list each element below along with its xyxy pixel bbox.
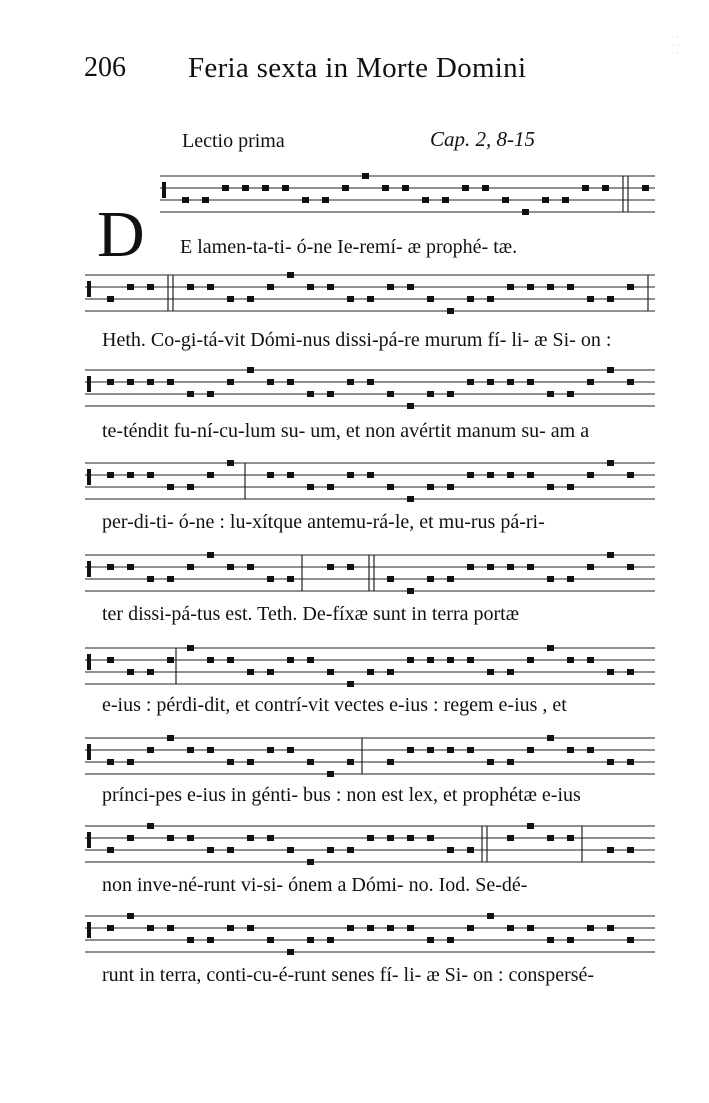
neume-note-icon [267, 835, 274, 841]
neume-note-icon [527, 925, 534, 931]
neume-note-icon [107, 472, 114, 478]
neume-note-icon [507, 835, 514, 841]
neume-note-icon [607, 460, 614, 466]
neume-note-icon [462, 185, 469, 191]
neume-note-icon [627, 759, 634, 765]
neume-note-icon [327, 771, 334, 777]
neume-note-icon [427, 835, 434, 841]
drop-cap-initial: D [97, 198, 145, 271]
neume-note-icon [607, 296, 614, 302]
chant-staff [0, 908, 709, 968]
running-title: Feria sexta in Morte Domini [188, 52, 527, 84]
clef-icon [87, 832, 91, 848]
lyric-line: non inve-né-runt vi-si- ónem a Dómi- no. Iod. Se-dé- [102, 874, 528, 896]
neume-note-icon [442, 197, 449, 203]
neume-note-icon [627, 564, 634, 570]
neume-note-icon [242, 185, 249, 191]
neume-note-icon [607, 669, 614, 675]
neume-note-icon [547, 284, 554, 290]
neume-note-icon [307, 937, 314, 943]
neume-note-icon [147, 669, 154, 675]
neume-note-icon [187, 391, 194, 397]
lyric-line: te-téndit fu-ní-cu-lum su- um, et non avértit manum su- am a [102, 420, 590, 442]
neume-note-icon [307, 657, 314, 663]
lyric-line: runt in terra, conti-cu-é-runt senes fí- li- æ Si- on : conspersé- [102, 964, 595, 986]
neume-note-icon [127, 472, 134, 478]
neume-note-icon [487, 296, 494, 302]
neume-note-icon [422, 197, 429, 203]
neume-note-icon [167, 835, 174, 841]
chant-staff [0, 640, 709, 700]
neume-note-icon [547, 484, 554, 490]
neume-note-icon [347, 759, 354, 765]
neume-note-icon [567, 484, 574, 490]
lyric-line: ter dissi-pá-tus est. Teth. De-fíxæ sunt in terra portæ [102, 603, 520, 625]
neume-note-icon [427, 576, 434, 582]
neume-note-icon [547, 391, 554, 397]
neume-note-icon [307, 484, 314, 490]
neume-note-icon [107, 296, 114, 302]
neume-note-icon [567, 576, 574, 582]
neume-note-icon [507, 284, 514, 290]
neume-note-icon [527, 823, 534, 829]
neume-note-icon [187, 835, 194, 841]
neume-note-icon [547, 835, 554, 841]
neume-note-icon [307, 391, 314, 397]
neume-note-icon [347, 681, 354, 687]
neume-note-icon [207, 937, 214, 943]
neume-note-icon [287, 657, 294, 663]
neume-note-icon [267, 576, 274, 582]
chant-staff [0, 818, 709, 878]
neume-note-icon [187, 564, 194, 570]
neume-note-icon [322, 197, 329, 203]
neume-note-icon [507, 379, 514, 385]
lyric-line: per-di-ti- ó-ne : lu-xítque antemu-rá-le, et mu-rus pá-ri- [102, 511, 545, 533]
neume-note-icon [387, 669, 394, 675]
neume-note-icon [527, 747, 534, 753]
neume-note-icon [467, 925, 474, 931]
clef-icon [87, 561, 91, 577]
neume-note-icon [447, 747, 454, 753]
neume-note-icon [147, 576, 154, 582]
neume-note-icon [247, 925, 254, 931]
neume-note-icon [347, 379, 354, 385]
neume-note-icon [127, 913, 134, 919]
neume-note-icon [427, 391, 434, 397]
neume-note-icon [587, 564, 594, 570]
neume-note-icon [207, 657, 214, 663]
neume-note-icon [427, 937, 434, 943]
neume-note-icon [227, 759, 234, 765]
edge-ink-speck: · · ·· · · · [671, 33, 681, 58]
neume-note-icon [447, 308, 454, 314]
neume-note-icon [267, 747, 274, 753]
neume-note-icon [387, 391, 394, 397]
neume-note-icon [407, 284, 414, 290]
neume-note-icon [607, 367, 614, 373]
neume-note-icon [347, 472, 354, 478]
neume-note-icon [387, 759, 394, 765]
neume-note-icon [367, 296, 374, 302]
neume-note-icon [147, 284, 154, 290]
neume-note-icon [427, 484, 434, 490]
neume-note-icon [247, 759, 254, 765]
neume-note-icon [587, 379, 594, 385]
neume-note-icon [447, 484, 454, 490]
neume-note-icon [187, 747, 194, 753]
neume-note-icon [387, 284, 394, 290]
page-number: 206 [84, 52, 126, 83]
neume-note-icon [362, 173, 369, 179]
neume-note-icon [627, 284, 634, 290]
neume-note-icon [227, 847, 234, 853]
neume-note-icon [267, 472, 274, 478]
neume-note-icon [387, 835, 394, 841]
neume-note-icon [307, 284, 314, 290]
neume-note-icon [487, 913, 494, 919]
neume-note-icon [187, 484, 194, 490]
neume-note-icon [267, 284, 274, 290]
neume-note-icon [402, 185, 409, 191]
neume-note-icon [367, 379, 374, 385]
neume-note-icon [227, 460, 234, 466]
neume-note-icon [587, 657, 594, 663]
neume-note-icon [327, 847, 334, 853]
neume-note-icon [287, 272, 294, 278]
neume-note-icon [107, 564, 114, 570]
neume-note-icon [427, 657, 434, 663]
neume-note-icon [447, 847, 454, 853]
lyric-line: Heth. Co-gi-tá-vit Dómi-nus dissi-pá-re murum fí- li- æ Si- on : [102, 329, 612, 351]
neume-note-icon [387, 925, 394, 931]
neume-note-icon [547, 735, 554, 741]
neume-note-icon [562, 197, 569, 203]
neume-note-icon [627, 937, 634, 943]
neume-note-icon [327, 484, 334, 490]
neume-note-icon [307, 759, 314, 765]
neume-note-icon [287, 472, 294, 478]
neume-note-icon [527, 284, 534, 290]
lyric-line: E lamen-ta-ti- ó-ne Ie-remí- æ prophé- tæ. [180, 236, 518, 258]
neume-note-icon [227, 379, 234, 385]
neume-note-icon [447, 391, 454, 397]
neume-note-icon [287, 949, 294, 955]
neume-note-icon [107, 759, 114, 765]
neume-note-icon [327, 669, 334, 675]
neume-note-icon [287, 379, 294, 385]
chapter-reference: Cap. 2, 8-15 [430, 127, 535, 151]
neume-note-icon [107, 379, 114, 385]
neume-note-icon [607, 925, 614, 931]
chant-staff [0, 455, 709, 515]
neume-note-icon [567, 391, 574, 397]
neume-note-icon [182, 197, 189, 203]
neume-note-icon [327, 284, 334, 290]
neume-note-icon [262, 185, 269, 191]
neume-note-icon [467, 564, 474, 570]
neume-note-icon [487, 472, 494, 478]
neume-note-icon [507, 472, 514, 478]
neume-note-icon [107, 847, 114, 853]
neume-note-icon [187, 937, 194, 943]
neume-note-icon [267, 669, 274, 675]
neume-note-icon [627, 847, 634, 853]
neume-note-icon [467, 747, 474, 753]
neume-note-icon [407, 925, 414, 931]
neume-note-icon [227, 564, 234, 570]
neume-note-icon [607, 847, 614, 853]
neume-note-icon [287, 576, 294, 582]
neume-note-icon [147, 472, 154, 478]
neume-note-icon [582, 185, 589, 191]
neume-note-icon [407, 835, 414, 841]
neume-note-icon [627, 379, 634, 385]
neume-note-icon [487, 564, 494, 570]
neume-note-icon [207, 747, 214, 753]
neume-note-icon [187, 645, 194, 651]
clef-icon [87, 922, 91, 938]
neume-note-icon [202, 197, 209, 203]
neume-note-icon [427, 747, 434, 753]
lyric-line: e-ius : pérdi-dit, et contrí-vit vectes e-ius : regem e-ius , et [102, 694, 567, 716]
neume-note-icon [127, 669, 134, 675]
neume-note-icon [527, 472, 534, 478]
neume-note-icon [347, 564, 354, 570]
neume-note-icon [607, 552, 614, 558]
neume-note-icon [407, 747, 414, 753]
neume-note-icon [547, 576, 554, 582]
neume-note-icon [527, 657, 534, 663]
neume-note-icon [527, 379, 534, 385]
neume-note-icon [247, 669, 254, 675]
neume-note-icon [327, 391, 334, 397]
neume-note-icon [487, 759, 494, 765]
neume-note-icon [587, 296, 594, 302]
neume-note-icon [487, 669, 494, 675]
neume-note-icon [587, 472, 594, 478]
neume-note-icon [207, 552, 214, 558]
neume-note-icon [367, 472, 374, 478]
neume-note-icon [482, 185, 489, 191]
neume-note-icon [147, 747, 154, 753]
neume-note-icon [107, 657, 114, 663]
neume-note-icon [567, 937, 574, 943]
neume-note-icon [447, 937, 454, 943]
neume-note-icon [487, 379, 494, 385]
neume-note-icon [607, 759, 614, 765]
clef-icon [162, 182, 166, 198]
neume-note-icon [207, 847, 214, 853]
neume-note-icon [507, 564, 514, 570]
neume-note-icon [267, 379, 274, 385]
clef-icon [87, 469, 91, 485]
lyric-line: prínci-pes e-ius in génti- bus : non est lex, et prophétæ e-ius [102, 784, 581, 806]
neume-note-icon [567, 284, 574, 290]
neume-note-icon [327, 937, 334, 943]
neume-note-icon [507, 925, 514, 931]
neume-note-icon [207, 284, 214, 290]
neume-note-icon [467, 472, 474, 478]
neume-note-icon [382, 185, 389, 191]
neume-note-icon [447, 657, 454, 663]
neume-note-icon [467, 379, 474, 385]
chant-staff [0, 267, 709, 327]
neume-note-icon [347, 296, 354, 302]
neume-note-icon [507, 669, 514, 675]
neume-note-icon [147, 379, 154, 385]
neume-note-icon [247, 367, 254, 373]
clef-icon [87, 376, 91, 392]
neume-note-icon [587, 747, 594, 753]
neume-note-icon [127, 284, 134, 290]
chant-staff [0, 730, 709, 790]
neume-note-icon [207, 472, 214, 478]
neume-note-icon [167, 576, 174, 582]
neume-note-icon [427, 296, 434, 302]
neume-note-icon [307, 859, 314, 865]
clef-icon [87, 654, 91, 670]
neume-note-icon [642, 185, 649, 191]
neume-note-icon [567, 657, 574, 663]
page-header [0, 52, 709, 92]
neume-note-icon [447, 576, 454, 582]
neume-note-icon [302, 197, 309, 203]
neume-note-icon [207, 391, 214, 397]
neume-note-icon [467, 847, 474, 853]
neume-note-icon [187, 284, 194, 290]
neume-note-icon [587, 925, 594, 931]
neume-note-icon [567, 747, 574, 753]
neume-note-icon [522, 209, 529, 215]
neume-note-icon [327, 564, 334, 570]
neume-note-icon [527, 564, 534, 570]
neume-note-icon [287, 747, 294, 753]
neume-note-icon [407, 403, 414, 409]
neume-note-icon [367, 925, 374, 931]
chant-staff [0, 168, 709, 228]
neume-note-icon [247, 835, 254, 841]
neume-note-icon [127, 379, 134, 385]
neume-note-icon [167, 735, 174, 741]
neume-note-icon [367, 669, 374, 675]
clef-icon [87, 744, 91, 760]
neume-note-icon [547, 645, 554, 651]
neume-note-icon [287, 847, 294, 853]
neume-note-icon [227, 296, 234, 302]
neume-note-icon [227, 925, 234, 931]
neume-note-icon [127, 835, 134, 841]
neume-note-icon [407, 496, 414, 502]
chant-staff [0, 362, 709, 422]
neume-note-icon [407, 588, 414, 594]
neume-note-icon [387, 576, 394, 582]
neume-note-icon [367, 835, 374, 841]
neume-note-icon [467, 657, 474, 663]
neume-note-icon [407, 657, 414, 663]
neume-note-icon [167, 657, 174, 663]
neume-note-icon [502, 197, 509, 203]
neume-note-icon [147, 823, 154, 829]
neume-note-icon [127, 564, 134, 570]
neume-note-icon [167, 379, 174, 385]
neume-note-icon [567, 835, 574, 841]
neume-note-icon [127, 759, 134, 765]
neume-note-icon [147, 925, 154, 931]
neume-note-icon [167, 484, 174, 490]
neume-note-icon [227, 657, 234, 663]
neume-note-icon [602, 185, 609, 191]
neume-note-icon [222, 185, 229, 191]
neume-note-icon [247, 296, 254, 302]
neume-note-icon [547, 937, 554, 943]
neume-note-icon [282, 185, 289, 191]
neume-note-icon [387, 484, 394, 490]
lectio-label: Lectio prima [182, 130, 285, 152]
neume-note-icon [342, 185, 349, 191]
neume-note-icon [107, 925, 114, 931]
neume-note-icon [627, 472, 634, 478]
clef-icon [87, 281, 91, 297]
neume-note-icon [347, 925, 354, 931]
neume-note-icon [247, 564, 254, 570]
chant-staff [0, 547, 709, 607]
neume-note-icon [627, 669, 634, 675]
neume-note-icon [267, 937, 274, 943]
neume-note-icon [347, 847, 354, 853]
neume-note-icon [507, 759, 514, 765]
neume-note-icon [167, 925, 174, 931]
neume-note-icon [467, 296, 474, 302]
neume-note-icon [542, 197, 549, 203]
